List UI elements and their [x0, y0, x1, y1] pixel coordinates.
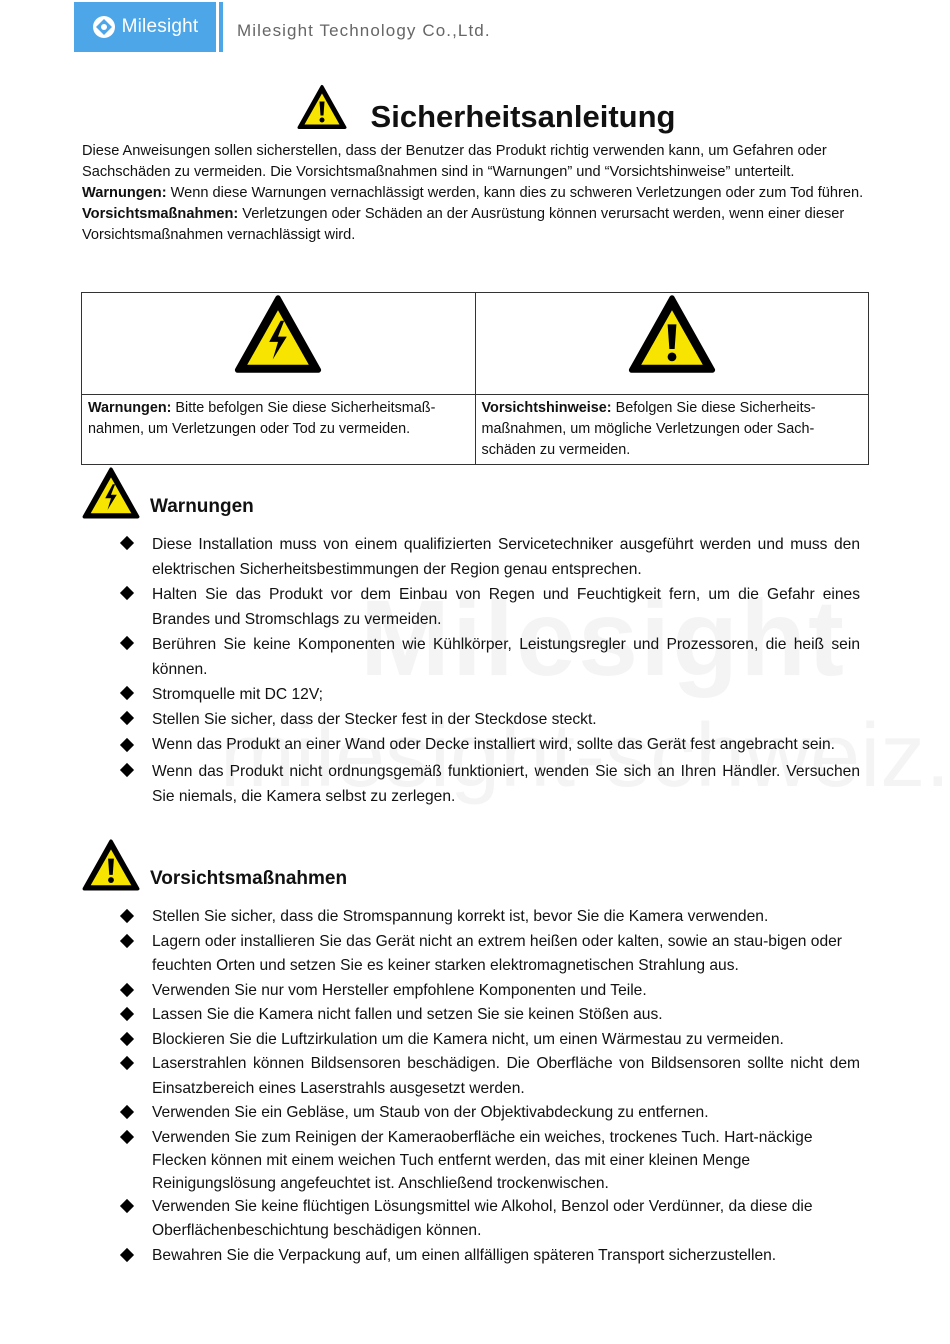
list-item: Stromquelle mit DC 12V; [118, 682, 860, 707]
header-divider [219, 2, 223, 52]
warnings-heading [82, 466, 254, 520]
bullet-diamond-icon [120, 763, 134, 777]
bullet-diamond-icon [120, 536, 134, 550]
list-item: Verwenden Sie ein Gebläse, um Staub von der Objektivabdeckung zu entfernen. [118, 1101, 860, 1126]
list-item: Laserstrahlen können Bildsensoren beschädigen. Die Oberfläche von Bildsensoren sollte nicht dem Einsatzbereich eines Laserstrahls ausgesetzt werden. [118, 1052, 860, 1101]
list-item: Wenn das Produkt an einer Wand oder Decke installiert wird, sollte das Gerät fest angebracht sein. [118, 734, 860, 756]
list-item: Bewahren Sie die Verpackung auf, um einen allfälligen späteren Transport sicherzustellen. [118, 1244, 860, 1269]
bullet-diamond-icon [120, 686, 134, 700]
list-item: Blockieren Sie die Luftzirkulation um die Kamera nicht, um einen Wärmestau zu vermeiden. [118, 1028, 860, 1053]
sign-cell-caution [475, 293, 869, 395]
precautions-title: Vorsichtsmaßnahmen [150, 868, 348, 889]
bullet-diamond-icon [120, 711, 134, 725]
milesight-logo-icon [92, 15, 116, 39]
caution-triangle-icon [297, 82, 347, 132]
bullet-diamond-icon [120, 586, 134, 600]
title-row [0, 82, 950, 132]
precautions-list [118, 905, 860, 1268]
bullet-diamond-icon [120, 1007, 134, 1021]
bullet-diamond-icon [120, 1056, 134, 1070]
intro-warnings-text: Wenn diese Warnungen vernachlässigt werden, kann dies zu schweren Verletzungen oder zum Tod führen. [166, 185, 864, 201]
intro-precautions-label: Vorsichtsmaßnahmen: [82, 206, 239, 222]
intro-warnings-label: Warnungen: [82, 185, 167, 201]
bullet-diamond-icon [120, 636, 134, 650]
bullet-diamond-icon [120, 1129, 134, 1143]
warnings-title: Warnungen [150, 496, 254, 517]
list-item: Lagern oder installieren Sie das Gerät nicht an extrem heißen oder kalten, sowie an stau-bigen oder feuchten Orten und setzen Sie es keiner starken elektromagnetischen Strahlung aus. [118, 930, 860, 979]
list-item: Stellen Sie sicher, dass der Stecker fest in der Steckdose steckt. [118, 707, 860, 732]
bullet-diamond-icon [120, 1031, 134, 1045]
caution-triangle-icon [82, 838, 140, 892]
list-item: Berühren Sie keine Komponenten wie Kühlkörper, Leistungsregler und Prozessoren, die heiß sein können. [118, 632, 860, 682]
electric-hazard-icon [234, 294, 322, 374]
list-item: Verwenden Sie zum Reinigen der Kameraoberfläche ein weiches, trockenes Tuch. Hart-näckige Flecken können mit einem weichen Tuch entfernt werden, das mit einer kleinen Menge Reinigungslösung angefeuchtet ist. Anschließend trockenwischen. [118, 1126, 860, 1195]
warnings-list [118, 532, 860, 809]
intro-warnings [82, 183, 872, 204]
sign-cell-electric [82, 293, 476, 395]
page-header [74, 2, 491, 54]
company-name: Milesight Technology Co.,Ltd. [237, 21, 491, 40]
sign-caution-text: Befolgen Sie diese Sicherheits-maßnahmen, um mögliche Verletzungen oder Sach-schäden zu vermeiden. [481, 400, 816, 458]
sign-text-caution [475, 395, 869, 465]
electric-hazard-icon [82, 466, 140, 520]
list-item: Halten Sie das Produkt vor dem Einbau von Regen und Feuchtigkeit fern, um die Gefahr eines Brandes und Stromschlags zu vermeiden. [118, 582, 860, 632]
bullet-diamond-icon [120, 738, 134, 752]
intro-text: Diese Anweisungen sollen sicherstellen, dass der Benutzer das Produkt richtig verwenden kann, um Gefahren oder Sachschäden zu vermeiden. Die Vorsichtsmaßnahmen sind in “Warnungen” und “Vorsichtshinweise” unterteilt. [82, 143, 827, 180]
sign-table [81, 292, 869, 465]
list-item: Wenn das Produkt nicht ordnungsgemäß funktioniert, wenden Sie sich an Ihren Händler. Versuchen Sie niemals, die Kamera selbst zu zerlegen. [118, 759, 860, 809]
sign-caution-label: Vorsichtshinweise: [481, 400, 612, 416]
bullet-diamond-icon [120, 1247, 134, 1261]
caution-triangle-icon [628, 294, 716, 374]
bullet-diamond-icon [120, 982, 134, 996]
sign-text-warnings [82, 395, 476, 465]
list-item: Verwenden Sie nur vom Hersteller empfohlene Komponenten und Teile. [118, 979, 860, 1004]
bullet-diamond-icon [120, 933, 134, 947]
intro-section [82, 141, 872, 246]
sign-warnings-text: Bitte befolgen Sie diese Sicherheitsmaß-nahmen, um Verletzungen oder Tod zu vermeiden. [88, 400, 436, 437]
list-item: Verwenden Sie keine flüchtigen Lösungsmittel wie Alkohol, Benzol oder Verdünner, da diese die Oberflächenbeschichtung beschädigen können. [118, 1195, 860, 1244]
brand-logo [74, 2, 216, 52]
intro-precautions [82, 204, 872, 246]
precautions-heading [82, 838, 347, 892]
page-title: Sicherheitsanleitung [370, 99, 676, 134]
sign-warnings-label: Warnungen: [88, 400, 172, 416]
logo-text: Milesight [121, 16, 199, 37]
bullet-diamond-icon [120, 1105, 134, 1119]
list-item: Lassen Sie die Kamera nicht fallen und setzen Sie sie keinen Stößen aus. [118, 1003, 860, 1028]
bullet-diamond-icon [120, 1198, 134, 1212]
intro-precautions-text: Verletzungen oder Schäden an der Ausrüstung können verursacht werden, wenn einer dieser Vorsichtsmaßnahmen vernachlässigt wird. [82, 206, 845, 243]
list-item: Diese Installation muss von einem qualifizierten Servicetechniker ausgeführt werden und muss den elektrischen Sicherheitsbestimmungen der Region genau entsprechen. [118, 532, 860, 582]
bullet-diamond-icon [120, 909, 134, 923]
list-item: Stellen Sie sicher, dass die Stromspannung korrekt ist, bevor Sie die Kamera verwenden. [118, 905, 860, 930]
